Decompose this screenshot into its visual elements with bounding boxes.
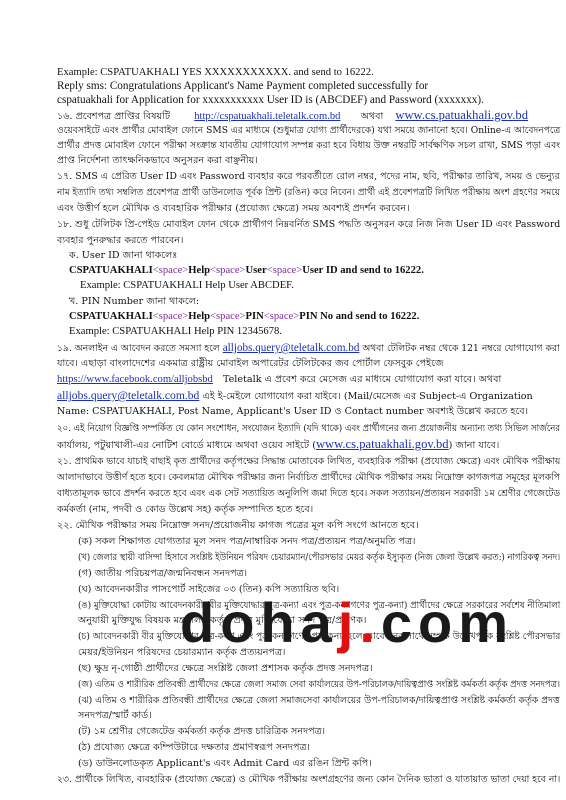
- para-16-line-4: প্রাপ্ত নির্দেশনা তাৎক্ষনিকভাবে অনুসরন করা বাঞ্ছনীয়।: [57, 155, 258, 166]
- para-18-line-1: ১৮. শুধু টেলিটক প্রি-পেইড মোবাইল ফোন থেকে প্রার্থীগণ নিম্নবর্নিত SMS পদ্ধতি অনুসরন করে নিজ নিজ User ID এবং Password: [57, 219, 561, 230]
- para-20-tail: ) জানা যাবে।: [448, 440, 500, 451]
- example-line: Example: CSPATUAKHALI YES XXXXXXXXXXX. and send to 16222.: [57, 67, 374, 78]
- list-item: (ড) ডাউনলোডকৃত Applicant's এবং Admit Card এর রঙিন প্রিন্ট কপি।: [78, 758, 372, 769]
- cspatuakhali-teletalk-link[interactable]: http://cspatuakhali.teletalk.com.bd: [194, 111, 341, 122]
- facebook-alljobsbd-link[interactable]: https://www.facebook.com/alljobsbd: [57, 374, 213, 385]
- list-item: (চ) আবেদনকারী বীর মুক্তিযোদ্ধার পুত্র-কন্যা এবং পুত্র-কন্যাগণের পুত্র-কন্যা হলে আবেদনের সাথে সম্পর্ক উল্লেখপূর্বক সংশ্লিষ্ট পৌরসভার: [78, 631, 561, 642]
- list-item: (ঠ) প্রযোজ্য ক্ষেত্রে কম্পিউটারে দক্ষতার প্রমাণস্বরূপ সনদপত্র।: [78, 742, 310, 753]
- para-17-line-1: ১৭. SMS এ প্রেরিত User ID এবং Password ব্যবহার করে পরবর্তীতে রোল নম্বর, পদের নাম, ছবি, পরীক্ষার তারিখ, সময় ও ভেন্যুর: [57, 171, 560, 182]
- reply-sms-line-2: cspatuakhali for Application for xxxxxxxxxxx User ID is (ABCDEF) and Password (xxxxxxx).: [57, 94, 484, 106]
- para-18-ka: ক. User ID জানা থাকলেঃ: [69, 250, 178, 261]
- sms-command-user-id: [69, 264, 424, 277]
- sms-command-pin: [69, 310, 419, 323]
- para-16-line-2: ওয়েবসাইটে এবং প্রার্থীর মোবাইল ফোনে SMS এর মাধ্যমে (শুধুমাত্র যোগ্য প্রার্থীদেরকে) যথা সময়ে জানানো হবে। Online-এ আবেদনপত্রে: [57, 125, 561, 136]
- para-16-lead: ১৬. প্রবেশপত্র প্রাপ্তির বিষয়টি: [57, 111, 171, 122]
- cs-patuakhali-website-link[interactable]: www.cs.patuakhali.gov.bd: [395, 108, 529, 122]
- list-item: (জ) এতিম ও শারীরিক প্রতিবন্ধী প্রার্থীদের ক্ষেত্রে জেলা সমাজ সেবা কার্যালয়ের উপ-পরিচালক/দায়িত্বপ্রাপ্ত সংশ্লিষ্ট কর্মকর্তা কর্তৃক প্রদত্ত সনদপত্র।: [78, 679, 561, 690]
- cmd-help: Help: [188, 311, 211, 322]
- para-19-line-3: [57, 373, 501, 386]
- para-18-kha: খ. PIN Number জানা থাকলে:: [69, 296, 200, 307]
- space-token: <space>: [263, 311, 300, 322]
- alljobs-query-email-link[interactable]: alljobs.query@teletalk.com.bd: [222, 341, 360, 354]
- para-17-line-3: এবং উত্তীর্ণ হলে মৌখিক ও ব্যবহারিক পরীক্ষার (প্রযোজ্য ক্ষেত্রে) সময় অবশ্যই প্রদর্শন করবেন।: [57, 203, 410, 214]
- para-19-line-4: [57, 389, 533, 403]
- para-19-line-3-tail: Teletalk এ প্রবেশ করে মেসেজ এর মাধ্যমে যোগাযোগ করা যাবে। অথবা: [222, 374, 502, 385]
- list-item: (ক) সকল শিক্ষাগত যোগ্যতার মূল সনদ পত্র/নাম্বারিক সনদ পত্র/প্রত্যয়ন পত্র/অনুমতি পত্র।: [78, 536, 416, 547]
- cmd-user: User: [245, 265, 267, 276]
- cs-patuakhali-website-link-2[interactable]: www.cs.patuakhali.gov.bd: [315, 437, 449, 451]
- dohaj-watermark: dohaj.com: [180, 591, 515, 654]
- para-21-line-4: কর্মকর্তা (নাম, পদবী ও কোড উল্লেখ সহ) কর্তৃক সম্পাদিত হতে হবে।: [57, 504, 314, 515]
- list-item: (ট) ১ম শ্রেণীর গেজেটেড কর্মকর্তা কর্তৃক প্রদত্ত চারিত্রিক সনদপত্র।: [78, 726, 326, 737]
- para-22-heading: ২২. মৌখিক পরীক্ষার সময় নিম্নোক্ত সনদ/প্রয়োজনীয় কাগজ পত্রের মূল কপি সংগে আনতে হবে।: [57, 520, 419, 531]
- para-20-line-2: [57, 438, 499, 452]
- alljobs-query-email-link-2[interactable]: alljobs.query@teletalk.com.bd: [57, 389, 200, 402]
- list-item: (ঘ) আবেদনকারীর পাসপোর্ট সাইজের ০৩ (তিন) কপি সত্যায়িত ছবি।: [78, 584, 340, 595]
- list-item: (ঙ) মুক্তিযোদ্ধা কোটায় আবেদনকারী (বীর মুক্তিযোদ্ধার পুত্র-কন্যা এবং পুত্র-কন্যাগণের পুত্র-কন্যা) প্রার্থীদের ক্ষেত্রে সরকারের সর্বশেষ নীতিমালা: [78, 600, 561, 611]
- para-19-line-5: Name: CSPATUAKHALI, Post Name, Applicant's User ID ও Contact number অবশ্যই উল্লেখ করতে হবে।: [57, 406, 529, 417]
- para-16-or: অথবা: [360, 111, 384, 122]
- para-18-line-2: ব্যবহার পুনরুদ্ধার করতে পারবেন।: [57, 235, 184, 246]
- para-19-line-2: যাবে। এছাড়া বাংলাদেশের একমাত্র রাষ্ট্রীয় মোবাইল অপারেটর টেলিটকের জব পোর্টাল ফেসবুক পেইজে: [57, 358, 444, 369]
- cmd-prefix: CSPATUAKHALI: [69, 265, 153, 276]
- para-21-line-3: বাধ্যতামূলক ভাবে প্রদর্শন করতে হবে এবং এক সেট সত্যায়িত অনুলিপি জমা দিতে হবে। সকল সত্যায়ন/প্রত্যয়ন সরকারী ১ম শ্রেণীর গেজেটেড: [57, 488, 561, 499]
- para-19-line-4-tail: এই ই-মেইলে যোগাযোগ করা যাইবে। (Mail/মেসেজ এর Subject-এ Organization: [202, 391, 533, 402]
- list-item: (ঝ) এতিম ও শারীরিক প্রতিবন্ধী প্রার্থীদের ক্ষেত্রে জেলা সমাজসেবা কার্যালয়ের উপ-পরিচালক/দায়িত্বপ্রাপ্ত সংশ্লিষ্ট কর্মকর্তা কর্তৃক প্রদত্ত: [78, 695, 560, 706]
- para-20-lead: কার্যালয়, পটুয়াখালী-এর নোটিশ বোর্ডে মাধ্যমে অথবা ওয়েব সাইটে (: [57, 440, 316, 451]
- list-item: সনদপত্র/স্মার্ট কার্ড।: [78, 710, 152, 721]
- list-item: (খ) জেলার স্থায়ী বাসিন্দা হিসাবে সংশ্লিষ্ট ইউনিয়ন পরিষদ চেয়ারম্যান/পৌরসভার মেয়র কর্তৃক ইস্যুকৃত (নিজ জেলা উল্লেখ করত:) নাগরিকত্ব সনদ।: [78, 552, 561, 563]
- space-token: <space>: [266, 265, 303, 276]
- space-token: <space>: [152, 265, 189, 276]
- para-21-line-2: আলাদাভাবে উত্তীর্ণ হতে হবে। কেবলমাত্র মৌখিক পরীক্ষার জন্য নির্বাচিত প্রার্থীদের মৌখিক পরীক্ষার সময় নিম্নোক্ত কাগজপত্র সমূহের মূলকপি: [57, 472, 561, 483]
- list-item: (ছ) ক্ষুদ্র নৃ-গোষ্ঠী প্রার্থীদের ক্ষেত্রে সংশ্লিষ্ট জেলা প্রশাসক কর্তৃক প্রদত্ত সনদপত্র।: [78, 663, 373, 674]
- cmd-help: Help: [188, 265, 211, 276]
- para-19-line-1: [57, 341, 560, 355]
- para-16-line-3: প্রার্থীর প্রদত্ত মোবাইল ফোনে পরীক্ষা সংক্রান্ত যাবতীয় যোগাযোগ সম্পন্ন করা হবে বিধায় উক্ত নম্বরটি সার্বক্ষণিক সচল রাখা, SMS পড়া এবং: [57, 140, 561, 151]
- cmd-tail: PIN No and send to 16222.: [299, 311, 420, 322]
- para-19-tail: অথবা টেলিটক নম্বর থেকে 121 নম্বরে যোগাযোগ করা: [362, 343, 560, 354]
- space-token: <space>: [152, 311, 189, 322]
- pin-example: Example: CSPATUAKHALI Help PIN 12345678.: [69, 326, 282, 337]
- cmd-pin: PIN: [245, 311, 264, 322]
- cmd-prefix: CSPATUAKHALI: [69, 311, 153, 322]
- para-20-line-1: ২০. এই নিয়োগ বিজ্ঞপ্তি সম্পর্কিত যে কোন সংশোধন, সংযোজন ইত্যাদি (যদি থাকে) এবং প্রার্থীগনের জন্য প্রয়োজনীয় অন্যান্য তথ্য সিভিল সার্জনের: [57, 423, 561, 434]
- user-id-example: Example: CSPATUAKHALI Help User ABCDEF.: [80, 280, 294, 291]
- list-item: মেয়র/ইউনিয়ন পরিষদের চেয়ারম্যান কর্তৃক প্রত্যয়নপত্র।: [78, 647, 286, 658]
- para-21-line-1: ২১. প্রাথমিক ভাবে যাচাই বাছাই কৃত প্রার্থীদের কর্তৃপক্ষের সিদ্ধান্ত মোতাবেক লিখিত, ব্যবহারিক পরীক্ষা (প্রযোজ্য ক্ষেত্রে) এবং মৌখিক পরীক্ষায়: [57, 456, 561, 467]
- reply-sms-line-1: Reply sms: Congratulations Applicant's Name Payment completed successfully for: [57, 80, 429, 92]
- cmd-tail: User ID and send to 16222.: [302, 265, 424, 276]
- para-19-lead: ১৯. অনলাইন এ আবেদন করতে সমস্যা হলে: [57, 343, 220, 354]
- para-23: ২৩. প্রার্থীকে লিখিত, ব্যবহারিক (প্রযোজ্য ক্ষেত্রে) ও মৌখিক পরীক্ষায় অংশগ্রহণের জন্য কোন দৈনিক ভাতা ও যাতায়াত ভাতা দেয়া হবে না।: [57, 774, 561, 785]
- list-item: (গ) জাতীয় পরিচয়পত্র/জন্মনিবন্ধন সনদপত্র।: [78, 568, 248, 579]
- para-17-line-2: নাম ইত্যাদি তথ্য সম্বলিত প্রবেশপত্র প্রার্থী ডাউনলোড পূর্বক প্রিন্ট (রঙিন) করে নিবেন। প্রার্থী এই প্রবেশপত্রটি লিখিত পরীক্ষায় অংশ গ্রহণের সময়ে: [57, 187, 560, 198]
- space-token: <space>: [210, 311, 246, 322]
- para-16-line-1: [57, 109, 528, 123]
- list-item: অনুযায়ী মুক্তিযুদ্ধ বিষয়ক মন্ত্রণালয় কর্তৃক প্রদত্ত মুক্তিযোদ্ধা সনদ পত্র/প্রমাণক।: [78, 615, 367, 626]
- space-token: <space>: [210, 265, 246, 276]
